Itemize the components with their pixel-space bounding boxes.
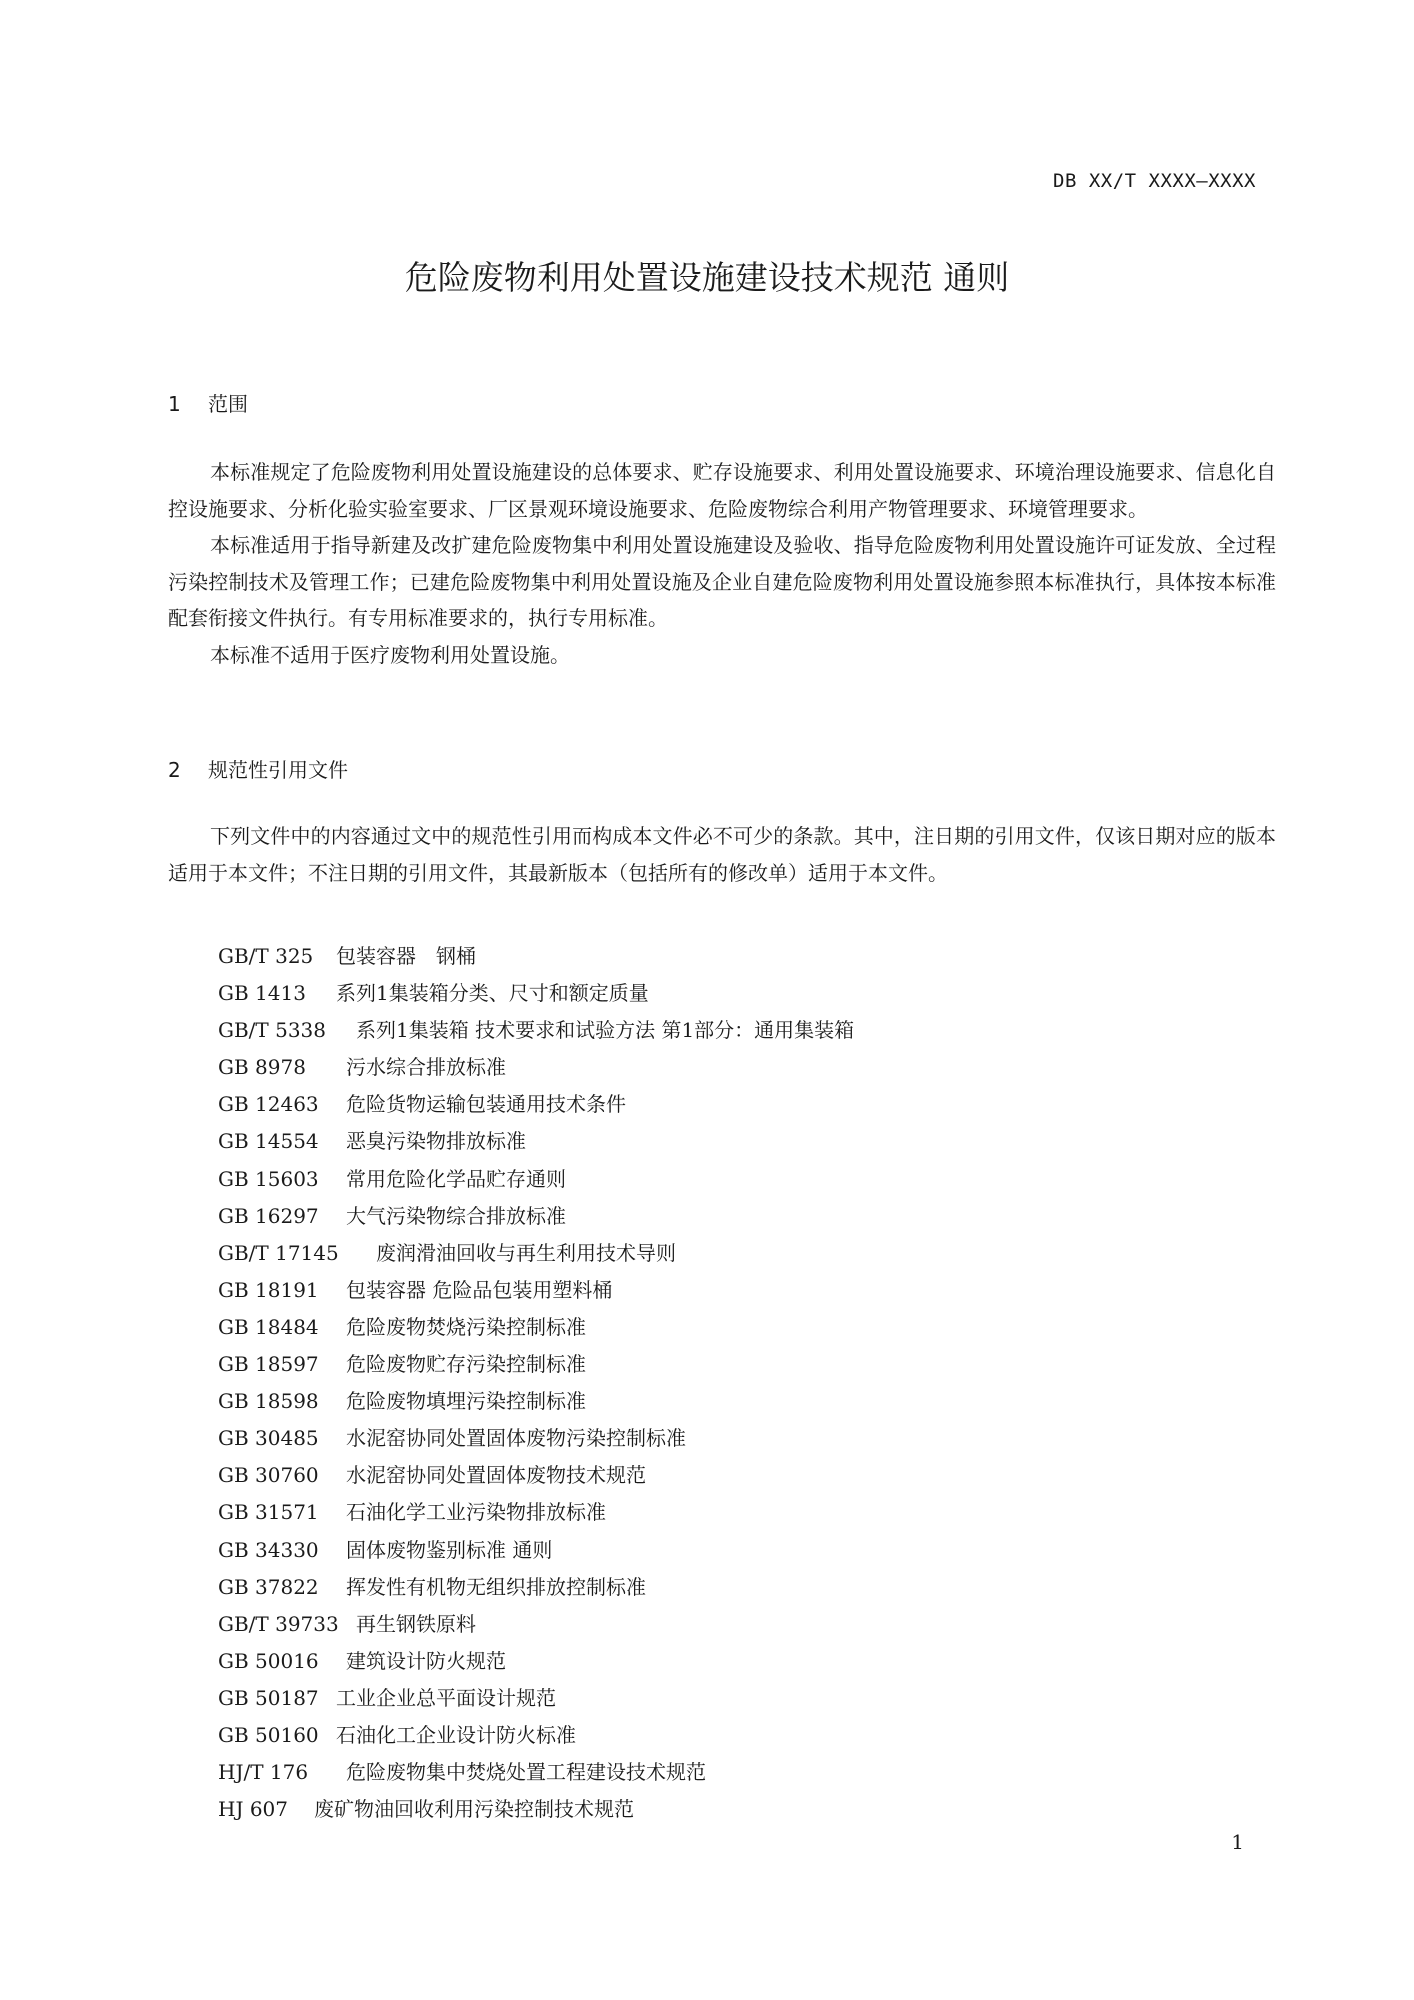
reference-item [218,1457,854,1494]
reference-code: GB 18598 [218,1389,319,1414]
reference-item [218,1791,854,1828]
reference-code: GB 37822 [218,1574,319,1599]
section-1-title: 范围 [208,392,248,416]
paragraph: 下列文件中的内容通过文中的规范性引用而构成本文件必不可少的条款。其中，注日期的引用文件，仅该日期对应的版本适用于本文件；不注日期的引用文件，其最新版本（包括所有的修改单）适用于本文件。 [168,824,1276,885]
reference-title: 危险废物填埋污染控制标准 [346,1389,586,1414]
reference-item [218,1717,854,1754]
reference-title: 包装容器 钢桶 [336,944,476,968]
reference-title: 再生钢铁原料 [356,1611,476,1636]
reference-item [218,1754,854,1791]
section-1-body [168,454,1276,673]
reference-item [218,1012,854,1049]
reference-title: 水泥窑协同处置固体废物污染控制标准 [346,1426,686,1451]
reference-code: GB 30760 [218,1463,319,1488]
reference-code: GB 34330 [218,1537,319,1562]
reference-title: 常用危险化学品贮存通则 [346,1166,566,1191]
reference-title: 危险废物集中焚烧处置工程建设技术规范 [346,1760,706,1785]
paragraph: 本标准适用于指导新建及改扩建危险废物集中利用处置设施建设及验收、指导危险废物利用处置设施许可证发放、全过程污染控制技术及管理工作；已建危险废物集中利用处置设施及企业自建危险废物利用处置设施参照本标准执行，具体按本标准配套衔接文件执行。有专用标准要求的，执行专用标准。 [168,533,1276,630]
reference-item [218,1569,854,1606]
reference-title: 危险废物贮存污染控制标准 [346,1352,586,1377]
reference-code: GB 12463 [218,1092,319,1117]
reference-title: 工业企业总平面设计规范 [336,1685,556,1710]
reference-code: GB/T 17145 [218,1240,339,1265]
reference-code: HJ 607 [218,1797,288,1822]
reference-code: GB/T 5338 [218,1018,327,1043]
reference-title: 挥发性有机物无组织排放控制标准 [346,1574,646,1599]
section-2-intro [168,818,1276,891]
section-1-heading [168,388,248,417]
paragraph: 本标准不适用于医疗废物利用处置设施。 [210,642,570,667]
reference-title: 石油化学工业污染物排放标准 [346,1500,606,1525]
reference-code: GB 1413 [218,981,306,1006]
reference-code: GB 50016 [218,1648,319,1673]
reference-item [218,1346,854,1383]
reference-code: GB 16297 [218,1203,319,1228]
reference-code: GB 18191 [218,1277,319,1302]
reference-code: GB/T 325 [218,944,314,968]
reference-item [218,1383,854,1420]
reference-title: 大气污染物综合排放标准 [346,1203,566,1228]
reference-item [218,1049,854,1086]
reference-item [218,1161,854,1198]
reference-title: 建筑设计防火规范 [346,1648,506,1673]
reference-code: GB 30485 [218,1426,319,1451]
reference-item [218,1086,854,1123]
reference-title: 废矿物油回收利用污染控制技术规范 [314,1797,634,1822]
reference-item [218,1123,854,1160]
reference-item [218,1532,854,1569]
reference-title: 危险货物运输包装通用技术条件 [346,1092,626,1117]
reference-code: GB 18484 [218,1314,319,1339]
reference-code: GB 18597 [218,1352,319,1377]
reference-item [218,1198,854,1235]
reference-code: GB 8978 [218,1055,306,1080]
section-2-heading [168,754,348,783]
reference-code: GB 14554 [218,1129,319,1154]
section-1-number: 1 [168,392,181,416]
reference-code: GB/T 39733 [218,1611,339,1636]
document-title: 危险废物利用处置设施建设技术规范 通则 [404,258,1010,297]
reference-title: 系列1集装箱分类、尺寸和额定质量 [336,981,649,1006]
reference-code: GB 50187 [218,1685,319,1710]
reference-title: 污水综合排放标准 [346,1055,506,1080]
reference-item [218,1235,854,1272]
reference-code: GB 31571 [218,1500,319,1525]
reference-item [218,1643,854,1680]
page-number: 1 [1231,1830,1244,1854]
reference-title: 系列1集装箱 技术要求和试验方法 第1部分：通用集装箱 [356,1018,855,1043]
reference-title: 包装容器 危险品包装用塑料桶 [346,1277,613,1302]
standard-code: DB XX/T XXXX—XXXX [1053,170,1256,192]
section-2-title: 规范性引用文件 [208,758,348,782]
paragraph: 本标准规定了危险废物利用处置设施建设的总体要求、贮存设施要求、利用处置设施要求、环境治理设施要求、信息化自控设施要求、分析化验实验室要求、厂区景观环境设施要求、危险废物综合利用产物管理要求、环境管理要求。 [168,460,1276,521]
reference-title: 危险废物焚烧污染控制标准 [346,1314,586,1339]
reference-list [218,938,854,1828]
reference-item [218,975,854,1012]
section-2-number: 2 [168,758,181,782]
reference-title: 废润滑油回收与再生利用技术导则 [376,1240,676,1265]
reference-title: 固体废物鉴别标准 通则 [346,1537,553,1562]
reference-item [218,1494,854,1531]
reference-item [218,1272,854,1309]
reference-item [218,1420,854,1457]
reference-title: 恶臭污染物排放标准 [346,1129,526,1154]
reference-title: 水泥窑协同处置固体废物技术规范 [346,1463,646,1488]
reference-item [218,1680,854,1717]
reference-code: GB 50160 [218,1722,319,1747]
reference-item [218,1606,854,1643]
reference-item [218,938,854,975]
reference-code: GB 15603 [218,1166,319,1191]
reference-code: HJ/T 176 [218,1760,309,1785]
reference-title: 石油化工企业设计防火标准 [336,1722,576,1747]
reference-item [218,1309,854,1346]
